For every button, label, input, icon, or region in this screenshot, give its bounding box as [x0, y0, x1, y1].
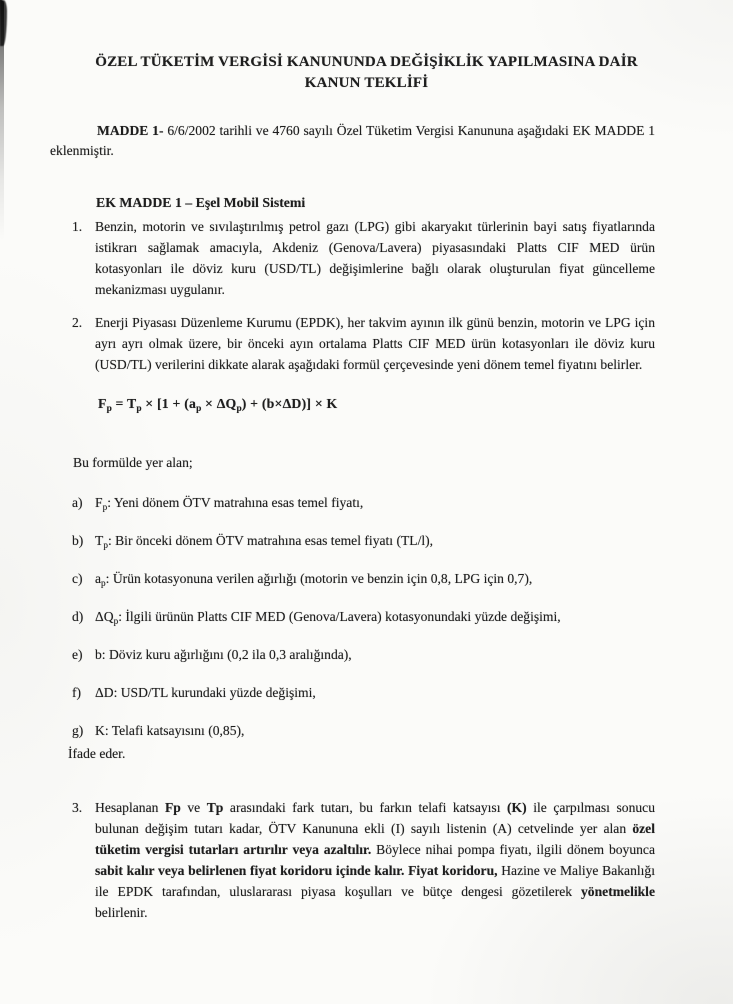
- definition-term: K: [95, 723, 105, 738]
- numbered-item-2: [72, 312, 655, 375]
- definition-letter: f): [72, 685, 82, 700]
- definition-text: [95, 721, 655, 742]
- definition-letter: c): [72, 571, 83, 586]
- definition-term-subscript: p: [101, 577, 106, 588]
- definition-row-g: [72, 721, 655, 742]
- definition-text: [95, 569, 655, 590]
- definition-term: b: [95, 647, 102, 662]
- item-text: Enerji Piyasası Düzenleme Kurumu (EPDK), her takvim ayının ilk günü benzin, motorin ve LPG için ayrı ayrı olmak üzere, bir önceki ayın ortalama Platts CIF MED ürün kotasyonları ile döviz kuru (USD/TL) verilerini dikkate alarak aşağıdaki formül çerçevesinde yeni dönem temel fiyatını belirler.: [95, 315, 655, 372]
- definition-term-subscript: p: [102, 501, 108, 512]
- item-text: Hesaplanan Fp ve Tp arasındaki fark tutarı, bu farkın telafi katsayısı (K) ile çarpılması sonucu bulunan değişim tutarı kadar, ÖTV Kanununa ekli (I) sayılı listenin (A) cetvelinde yer alan özel tüketim vergisi tutarları artırılır veya azaltılır. Böylece nihai pompa fiyatı, ilgili dönem boyunca sabit kalır veya belirlenen fiyat koridoru içinde kalır. Fiyat koridoru, Hazine ve Maliye Bakanlığı ile EPDK tarafından, uluslararası piyasa koşulları ve bütçe dengesi gözetilerek yönetmelikle belirlenir.: [95, 800, 655, 920]
- definition-body: : Ürün kotasyonuna verilen ağırlığı (motorin ve benzin için 0,8, LPG için 0,7),: [105, 571, 533, 586]
- numbered-item-1: [72, 216, 655, 300]
- definition-body: : Bir önceki dönem ÖTV matrahına esas temel fiyatı (TL/l),: [107, 533, 434, 548]
- numbered-item-3: [72, 797, 655, 923]
- definition-body: : Döviz kuru ağırlığını (0,2 ila 0,3 aralığında),: [101, 647, 352, 662]
- definition-text: [95, 531, 655, 552]
- definition-letter: e): [72, 647, 83, 662]
- definition-term: ΔQ: [95, 609, 114, 624]
- definition-term: F: [95, 495, 103, 510]
- definition-body: : Yeni dönem ÖTV matrahına esas temel fiyatı,: [107, 495, 364, 510]
- definition-row-a: [72, 493, 655, 514]
- definition-term: ΔD: [95, 685, 114, 700]
- definition-term: a: [95, 571, 102, 586]
- item-number: 1.: [72, 219, 83, 234]
- definition-text: [95, 645, 655, 666]
- definition-body: : Telafi katsayısını (0,85),: [104, 723, 245, 738]
- definition-row-e: [72, 645, 655, 666]
- item-text: Benzin, motorin ve sıvılaştırılmış petrol gazı (LPG) gibi akaryakıt türlerinin bayi satış fiyatlarında istikrarı sağlamak amacıyla, Akdeniz (Genova/Lavera) piyasasındaki Platts CIF MED ürün kotasyonları ile döviz kuru (USD/TL) değişimlerine bağlı olarak oluşturulan fiyat güncelleme mekanizması uygulanır.: [95, 219, 655, 297]
- document-title: [0, 0, 733, 94]
- definition-row-f: [72, 683, 655, 704]
- definition-term-subscript: p: [103, 539, 108, 550]
- item-number: 2.: [72, 315, 83, 330]
- definition-letter: g): [72, 723, 84, 738]
- section-heading: EK MADDE 1 – Eşel Mobil Sistemi: [96, 195, 306, 210]
- closing-line: İfade eder.: [68, 746, 126, 761]
- document-title-line-1: ÖZEL TÜKETİM VERGİSİ KANUNUNDA DEĞİŞİKLİK YAPILMASINA DAİR: [95, 54, 638, 70]
- definitions-intro: Bu formülde yer alan;: [73, 455, 193, 470]
- definition-letter: a): [72, 495, 83, 510]
- document-title-line-2: KANUN TEKLİFİ: [304, 75, 429, 91]
- definition-row-c: [72, 569, 655, 590]
- definition-text: [95, 493, 655, 514]
- definition-text: [95, 683, 655, 704]
- intro-paragraph: MADDE 1- 6/6/2002 tarihli ve 4760 sayılı Özel Tüketim Vergisi Kanununa aşağıdaki EK MADDE 1 eklenmiştir.: [50, 123, 656, 158]
- definition-body: : İlgili ürünün Platts CIF MED (Genova/Lavera) kotasyonundaki yüzde değişimi,: [118, 609, 561, 624]
- definition-letter: b): [72, 533, 84, 548]
- definition-letter: d): [72, 609, 84, 624]
- definition-row-d: [72, 607, 655, 628]
- definition-body: : USD/TL kurundaki yüzde değişimi,: [113, 685, 316, 700]
- item-number: 3.: [72, 800, 83, 815]
- definition-term: T: [95, 533, 104, 548]
- definition-row-b: [72, 531, 655, 552]
- price-formula: Fp = Tp × [1 + (ap × ΔQp) + (b×ΔD)] × K: [98, 396, 338, 414]
- definition-term-subscript: p: [113, 615, 119, 626]
- definition-text: [95, 607, 655, 628]
